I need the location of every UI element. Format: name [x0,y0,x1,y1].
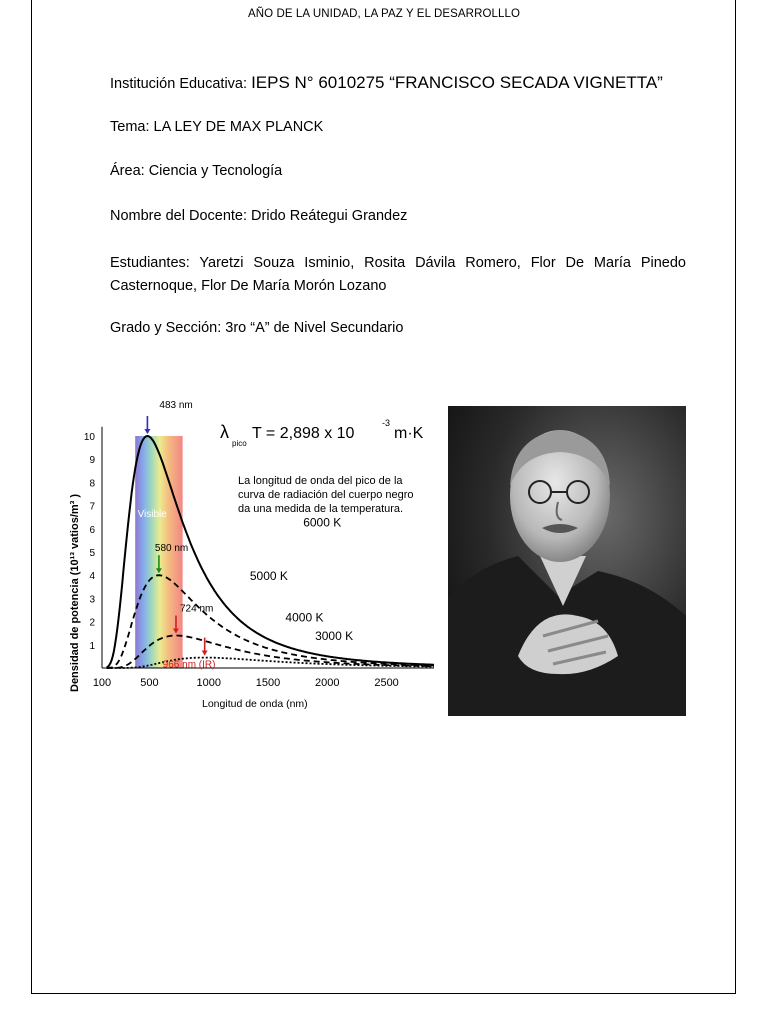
x-axis-label: Longitud de onda (nm) [202,698,308,710]
field-value: Ciencia y Tecnología [148,163,283,179]
series-label: 4000 K [285,610,324,625]
x-tick-label: 500 [140,677,159,689]
field-estudiantes [110,252,686,298]
peak-arrowhead [144,429,150,434]
x-tick-label: 1500 [255,677,281,689]
peak-arrowhead [202,651,208,656]
y-axis-label: Densidad de potencia (10¹³ vatios/m³ ) [69,493,81,692]
field-tema [110,119,323,135]
field-label: Institución Educativa: [110,76,248,92]
field-label: Nombre del Docente: [110,208,248,224]
field-grado [110,320,403,336]
peak-label: 483 nm [159,400,193,411]
x-tick-label: 1000 [196,677,221,689]
y-tick-label: 3 [89,594,95,606]
x-tick-label: 2000 [315,677,340,689]
y-tick-label: 7 [89,501,95,513]
field-label: Estudiantes: [110,255,190,271]
formula-lambda: λ [220,422,229,442]
peak-label: 966 nm (IR) [162,659,216,671]
description-line-2: curva de radiación del cuerpo negro [238,489,414,501]
y-tick-label: 10 [83,432,95,443]
field-value: IEPS N° 6010275 “FRANCISCO SECADA VIGNETTA” [251,73,663,92]
field-area [110,163,282,179]
field-label: Área: [110,163,145,179]
blackbody-chart [62,400,438,720]
field-label: Tema: [110,119,150,135]
series-label: 5000 K [249,568,288,583]
formula-subscript: pico [232,439,247,448]
series-label: 3000 K [315,629,354,644]
series-label: 6000 K [303,515,342,530]
max-planck-portrait [448,406,686,716]
peak-label: 724 nm [179,603,214,615]
description-line-1: La longitud de onda del pico de la [238,475,403,487]
peak-label: 580 nm [154,543,189,555]
formula [220,418,424,448]
field-docente [110,208,407,224]
y-tick-label: 8 [89,478,95,490]
field-value: 3ro “A” de Nivel Secundario [225,320,404,336]
field-value: Drido Reátegui Grandez [251,208,408,224]
formula-unit: m·K [394,425,424,442]
formula-main: T = 2,898 x 10 [252,425,355,442]
field-value: LA LEY DE MAX PLANCK [153,119,324,135]
field-value: Yaretzi Souza Isminio, Rosita Dávila Romero, Flor De María Pinedo Casternoque, Flor De María Morón Lozano [110,255,686,294]
description [238,475,414,515]
y-tick-label: 2 [89,617,95,629]
description-line-3: da una medida de la temperatura. [238,503,404,515]
field-label: Grado y Sección: [110,320,222,336]
y-tick-label: 9 [89,455,95,467]
y-tick-label: 4 [89,571,95,583]
x-tick-label: 100 [92,677,112,689]
y-tick-label: 1 [89,640,95,652]
y-tick-label: 5 [89,548,95,559]
formula-exponent: -3 [382,418,391,428]
y-tick-label: 6 [89,524,95,536]
x-tick-label: 2500 [374,677,399,689]
field-institucion [110,73,663,93]
visible-label: Visible [137,509,167,521]
document-header: AÑO DE LA UNIDAD, LA PAZ Y EL DESARROLLLO [247,8,521,20]
